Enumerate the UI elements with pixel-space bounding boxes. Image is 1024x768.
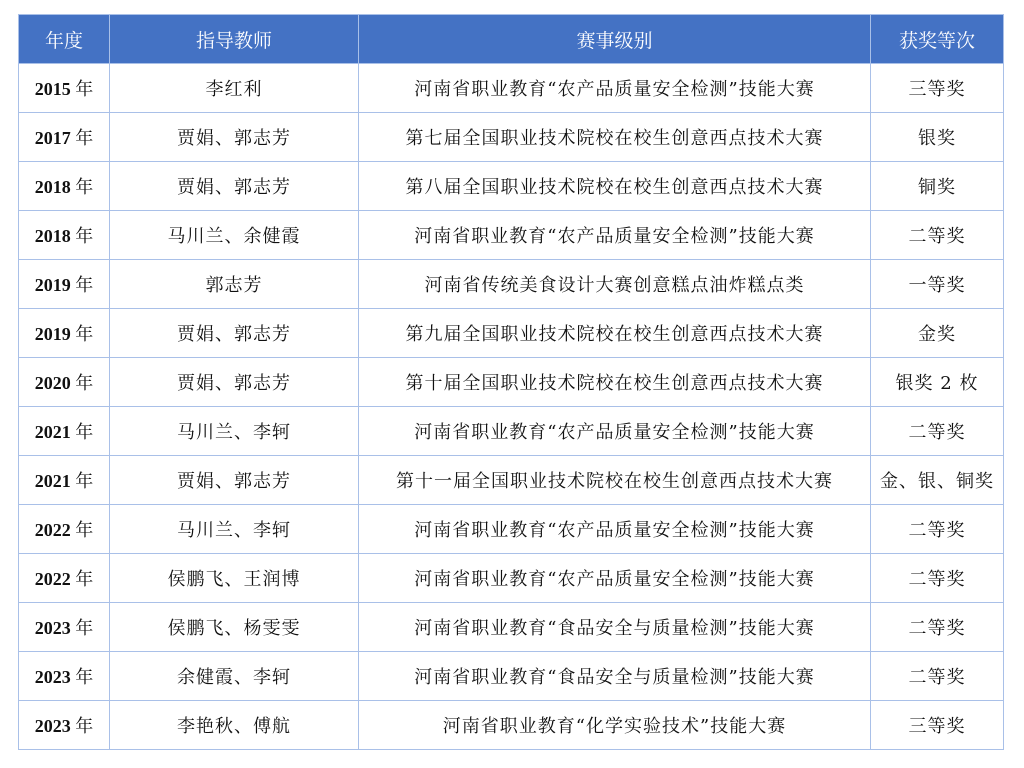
year-cell	[19, 505, 110, 554]
table-row	[19, 260, 1004, 309]
table-row	[19, 701, 1004, 750]
award-cell: 银奖 2 枚	[871, 358, 1004, 407]
level-cell: 河南省职业教育“农产品质量安全检测”技能大赛	[359, 64, 871, 113]
award-cell: 一等奖	[871, 260, 1004, 309]
year-value: 2023	[34, 667, 71, 687]
award-cell: 二等奖	[871, 407, 1004, 456]
awards-table-container	[18, 14, 1003, 750]
award-cell: 二等奖	[871, 505, 1004, 554]
year-unit: 年	[75, 716, 94, 736]
teacher-cell: 贾娟、郭志芳	[110, 358, 359, 407]
table-row	[19, 456, 1004, 505]
teacher-cell: 贾娟、郭志芳	[110, 113, 359, 162]
year-cell	[19, 64, 110, 113]
teacher-cell: 贾娟、郭志芳	[110, 309, 359, 358]
table-row	[19, 211, 1004, 260]
level-cell: 第十一届全国职业技术院校在校生创意西点技术大赛	[359, 456, 871, 505]
table-row	[19, 554, 1004, 603]
teacher-cell: 马川兰、余健霞	[110, 211, 359, 260]
year-unit: 年	[75, 128, 94, 148]
table-body	[19, 64, 1004, 750]
level-cell: 河南省职业教育“农产品质量安全检测”技能大赛	[359, 554, 871, 603]
year-value: 2021	[34, 422, 71, 442]
year-cell	[19, 554, 110, 603]
awards-table	[18, 14, 1004, 750]
year-value: 2018	[34, 226, 71, 246]
award-cell: 铜奖	[871, 162, 1004, 211]
teacher-cell: 余健霞、李轲	[110, 652, 359, 701]
teacher-cell: 李艳秋、傅航	[110, 701, 359, 750]
teacher-cell: 马川兰、李轲	[110, 407, 359, 456]
level-cell: 河南省职业教育“农产品质量安全检测”技能大赛	[359, 211, 871, 260]
year-value: 2018	[34, 177, 71, 197]
table-row	[19, 505, 1004, 554]
year-unit: 年	[75, 422, 94, 442]
year-unit: 年	[75, 226, 94, 246]
year-unit: 年	[75, 569, 94, 589]
year-value: 2019	[34, 275, 71, 295]
year-cell	[19, 456, 110, 505]
award-cell: 二等奖	[871, 603, 1004, 652]
level-cell: 第七届全国职业技术院校在校生创意西点技术大赛	[359, 113, 871, 162]
table-row	[19, 64, 1004, 113]
year-value: 2017	[34, 128, 71, 148]
table-row	[19, 309, 1004, 358]
year-unit: 年	[75, 177, 94, 197]
header-teacher: 指导教师	[110, 15, 359, 64]
year-value: 2021	[34, 471, 71, 491]
header-level: 赛事级别	[359, 15, 871, 64]
teacher-cell: 侯鹏飞、杨雯雯	[110, 603, 359, 652]
year-cell	[19, 407, 110, 456]
level-cell: 河南省职业教育“食品安全与质量检测”技能大赛	[359, 652, 871, 701]
year-value: 2023	[34, 716, 71, 736]
header-row	[19, 15, 1004, 64]
table-row	[19, 652, 1004, 701]
award-cell: 金、银、铜奖	[871, 456, 1004, 505]
year-value: 2023	[34, 618, 71, 638]
teacher-cell: 贾娟、郭志芳	[110, 456, 359, 505]
teacher-cell: 侯鹏飞、王润博	[110, 554, 359, 603]
year-value: 2020	[34, 373, 71, 393]
level-cell: 第九届全国职业技术院校在校生创意西点技术大赛	[359, 309, 871, 358]
year-value: 2022	[34, 569, 71, 589]
year-cell	[19, 113, 110, 162]
year-cell	[19, 701, 110, 750]
year-unit: 年	[75, 79, 94, 99]
year-unit: 年	[75, 667, 94, 687]
table-row	[19, 162, 1004, 211]
year-unit: 年	[75, 520, 94, 540]
year-unit: 年	[75, 275, 94, 295]
level-cell: 河南省传统美食设计大赛创意糕点油炸糕点类	[359, 260, 871, 309]
teacher-cell: 郭志芳	[110, 260, 359, 309]
level-cell: 河南省职业教育“化学实验技术”技能大赛	[359, 701, 871, 750]
level-cell: 第八届全国职业技术院校在校生创意西点技术大赛	[359, 162, 871, 211]
level-cell: 河南省职业教育“食品安全与质量检测”技能大赛	[359, 603, 871, 652]
level-cell: 河南省职业教育“农产品质量安全检测”技能大赛	[359, 505, 871, 554]
award-cell: 二等奖	[871, 652, 1004, 701]
table-row	[19, 407, 1004, 456]
header-award: 获奖等次	[871, 15, 1004, 64]
level-cell: 河南省职业教育“农产品质量安全检测”技能大赛	[359, 407, 871, 456]
header-year: 年度	[19, 15, 110, 64]
year-unit: 年	[75, 373, 94, 393]
award-cell: 银奖	[871, 113, 1004, 162]
year-unit: 年	[75, 471, 94, 491]
teacher-cell: 马川兰、李轲	[110, 505, 359, 554]
table-header	[19, 15, 1004, 64]
teacher-cell: 贾娟、郭志芳	[110, 162, 359, 211]
table-row	[19, 603, 1004, 652]
award-cell: 金奖	[871, 309, 1004, 358]
year-unit: 年	[75, 324, 94, 344]
year-value: 2022	[34, 520, 71, 540]
year-cell	[19, 603, 110, 652]
year-cell	[19, 162, 110, 211]
year-cell	[19, 652, 110, 701]
award-cell: 二等奖	[871, 554, 1004, 603]
year-cell	[19, 309, 110, 358]
table-row	[19, 358, 1004, 407]
year-value: 2015	[34, 79, 71, 99]
year-cell	[19, 358, 110, 407]
teacher-cell: 李红利	[110, 64, 359, 113]
year-cell	[19, 260, 110, 309]
year-value: 2019	[34, 324, 71, 344]
year-cell	[19, 211, 110, 260]
award-cell: 三等奖	[871, 64, 1004, 113]
level-cell: 第十届全国职业技术院校在校生创意西点技术大赛	[359, 358, 871, 407]
award-cell: 三等奖	[871, 701, 1004, 750]
table-row	[19, 113, 1004, 162]
award-cell: 二等奖	[871, 211, 1004, 260]
year-unit: 年	[75, 618, 94, 638]
